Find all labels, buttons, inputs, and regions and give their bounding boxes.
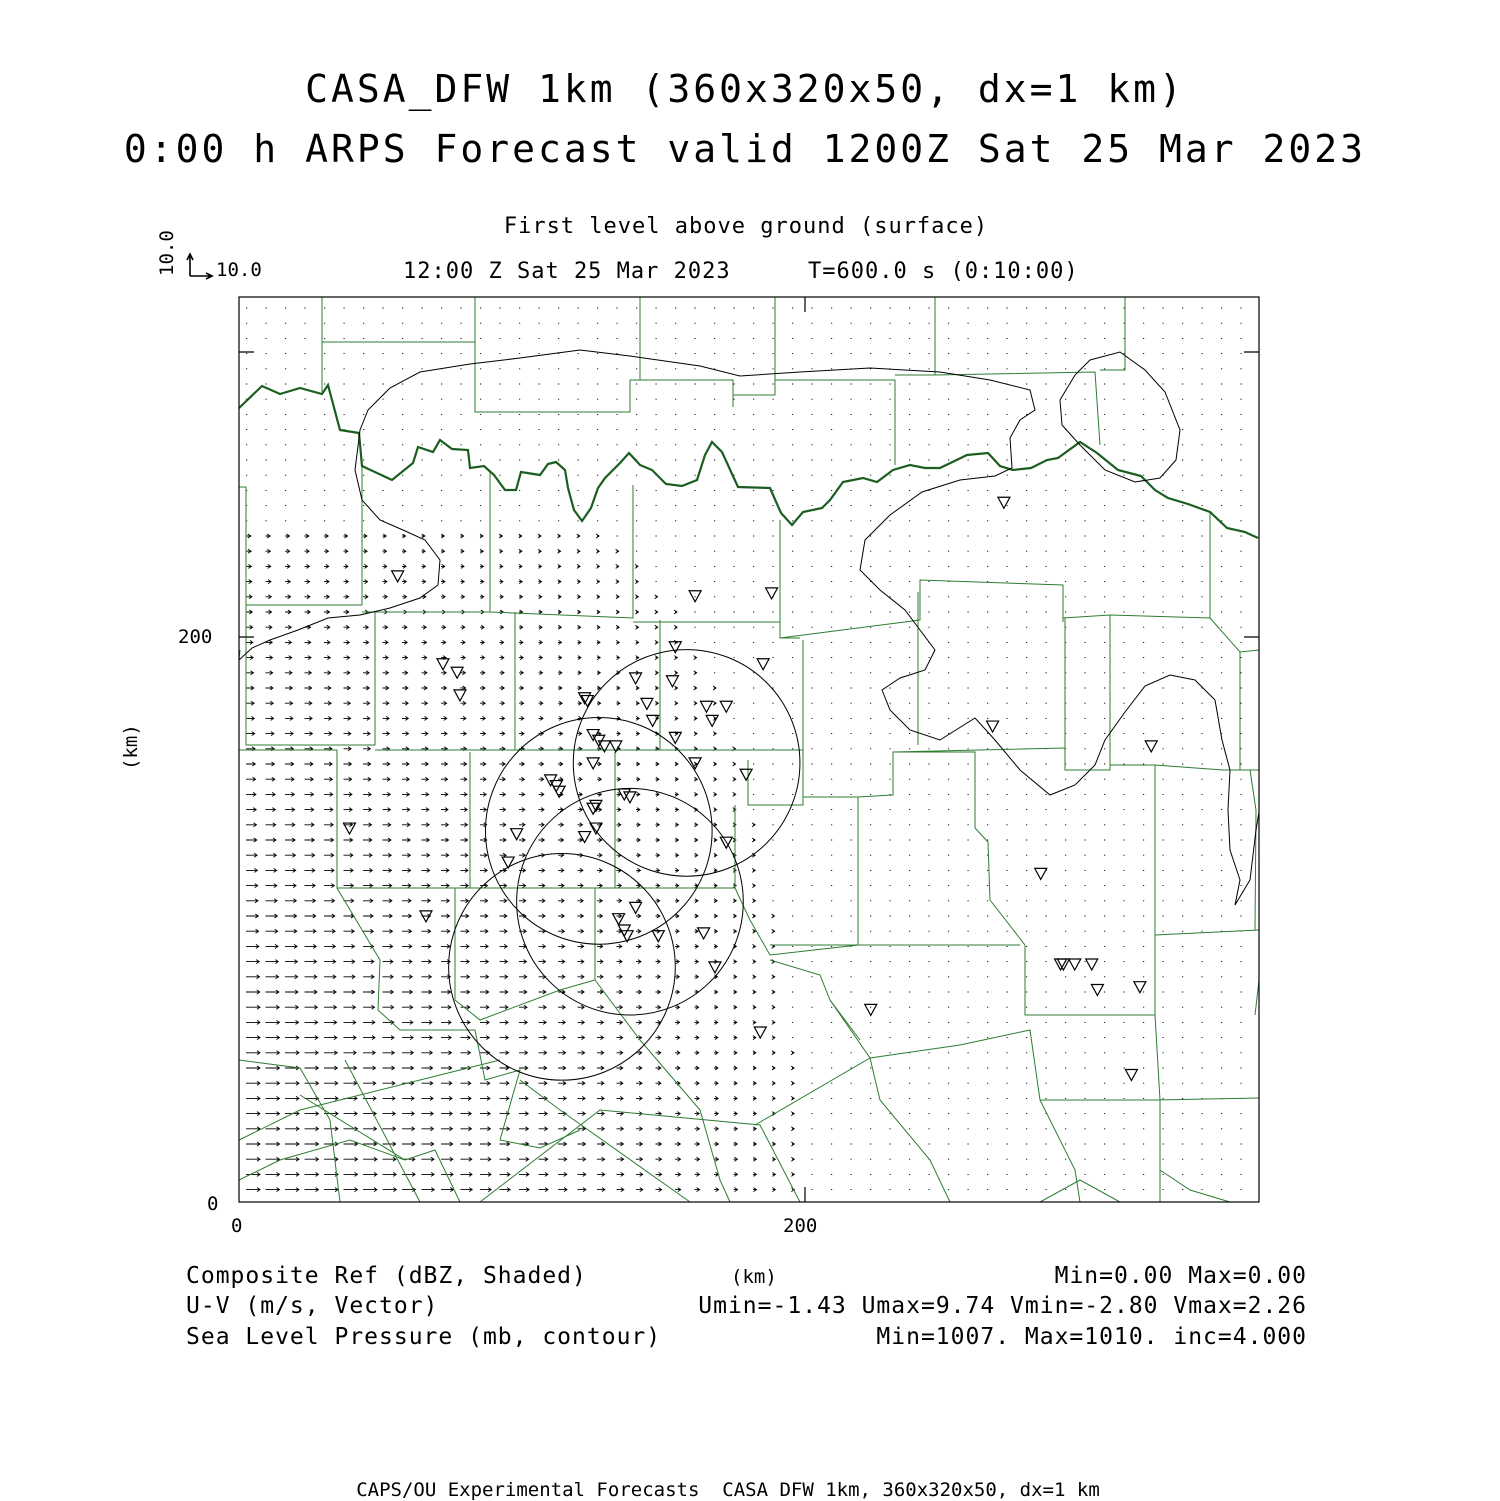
station-marker <box>666 676 678 687</box>
county-line <box>735 752 975 955</box>
county-line <box>337 888 580 1148</box>
county-line <box>780 580 1063 745</box>
vector-key-u: 10.0 <box>216 259 262 281</box>
county-line <box>239 1140 405 1180</box>
station-marker <box>720 701 732 712</box>
county-line <box>830 1000 950 1202</box>
station-marker <box>579 832 591 843</box>
x-axis-unit: (km) <box>731 1266 777 1288</box>
station-marker <box>998 497 1010 508</box>
county-line <box>770 960 860 1040</box>
x-tick-200: 200 <box>783 1215 818 1237</box>
station-marker <box>698 928 710 939</box>
vector-key-arrows <box>187 254 212 279</box>
station-marker <box>700 701 712 712</box>
station-marker <box>587 758 599 769</box>
station-marker <box>754 1027 766 1038</box>
county-line <box>322 297 475 342</box>
county-line <box>770 797 1020 945</box>
legend-reflectivity-label: Composite Ref (dBZ, Shaded) <box>186 1263 587 1289</box>
station-marker <box>1125 1070 1137 1081</box>
y-tick-200: 200 <box>178 626 213 648</box>
legend-reflectivity-stats: Min=0.00 Max=0.00 <box>1054 1263 1307 1289</box>
station-marker <box>392 571 404 582</box>
county-line <box>1065 615 1259 770</box>
county-line <box>1040 1015 1259 1202</box>
station-marker <box>437 659 449 670</box>
station-marker <box>502 857 514 868</box>
station-marker <box>757 659 769 670</box>
station-marker <box>1091 985 1103 996</box>
station-marker <box>689 591 701 602</box>
station-marker <box>454 690 466 701</box>
county-line <box>660 640 803 805</box>
station-marker <box>706 715 718 726</box>
county-line <box>893 748 1259 1015</box>
station-marker <box>865 1004 877 1015</box>
station-marker <box>740 769 752 780</box>
legend-pressure-stats: Min=1007. Max=1010. inc=4.000 <box>876 1324 1307 1350</box>
county-line <box>755 1030 1080 1202</box>
county-line <box>239 1060 500 1202</box>
county-line <box>775 297 935 465</box>
station-marker <box>1069 959 1081 970</box>
station-marker <box>1086 959 1098 970</box>
legend-pressure-label: Sea Level Pressure (mb, contour) <box>186 1324 662 1350</box>
level-subtitle: First level above ground (surface) <box>503 214 989 239</box>
station-marker <box>1035 868 1047 879</box>
county-line <box>1063 512 1210 618</box>
county-line <box>246 605 375 745</box>
title-line-1: CASA_DFW 1km (360x320x50, dx=1 km) <box>305 67 1185 111</box>
county-line <box>640 297 775 407</box>
station-markers <box>343 497 1157 1080</box>
station-marker <box>613 914 625 925</box>
county-line <box>1110 765 1259 935</box>
station-marker <box>630 902 642 913</box>
station-marker <box>1134 982 1146 993</box>
county-line <box>300 1060 460 1202</box>
radar-range-ring <box>485 718 712 945</box>
radar-range-ring <box>573 650 800 877</box>
station-marker <box>641 698 653 709</box>
footer-credit: CAPS/OU Experimental Forecasts CASA DFW 1km, 360x320x50, dx=1 km <box>356 1479 1100 1501</box>
station-marker <box>630 673 642 684</box>
legend-wind-label: U-V (m/s, Vector) <box>186 1293 439 1319</box>
x-tick-0: 0 <box>231 1215 243 1237</box>
county-line <box>239 465 362 605</box>
station-marker <box>766 588 778 599</box>
station-marker <box>987 721 999 732</box>
timestep-label: T=600.0 s (0:10:00) <box>808 259 1079 284</box>
pressure-contours <box>239 350 1259 905</box>
county-line <box>935 297 1125 445</box>
county-line <box>633 520 800 638</box>
state-border-red-river <box>239 385 1258 538</box>
vector-key-v: 10.0 <box>156 230 178 276</box>
county-line <box>595 980 730 1202</box>
station-marker <box>689 758 701 769</box>
radar-range-rings <box>449 650 800 1081</box>
legend-wind-stats: Umin=-1.43 Umax=9.74 Vmin=-2.80 Vmax=2.26 <box>698 1293 1307 1319</box>
y-tick-0: 0 <box>207 1193 219 1215</box>
county-line <box>1240 652 1256 930</box>
valid-time-label: 12:00 Z Sat 25 Mar 2023 <box>403 259 731 284</box>
county-line <box>362 470 633 618</box>
county-line <box>375 612 660 750</box>
county-line <box>239 750 470 888</box>
title-line-2: 0:00 h ARPS Forecast valid 1200Z Sat 25 Mar 2023 <box>123 127 1367 171</box>
county-line <box>470 752 735 888</box>
y-axis-unit: (km) <box>120 724 142 770</box>
station-marker <box>1145 741 1157 752</box>
radar-range-ring <box>517 788 744 1015</box>
station-marker <box>511 829 523 840</box>
